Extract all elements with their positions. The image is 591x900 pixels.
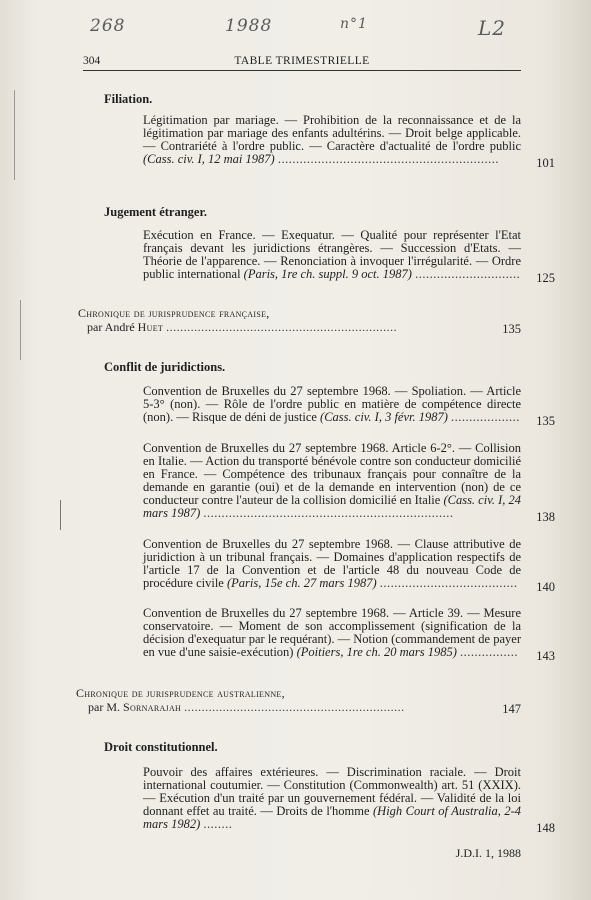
index-entry [143, 765, 555, 835]
entry-page: 143 [536, 649, 555, 663]
entry-page: 135 [502, 322, 521, 336]
binding-mark [14, 90, 15, 180]
chronicle-title: Chronique de jurisprudence australienne, [76, 686, 285, 700]
handwritten-note: L2 [478, 16, 507, 40]
chronicle-author: Huet [137, 319, 164, 334]
entry-page: 140 [536, 580, 555, 594]
index-entry [143, 606, 555, 663]
binding-mark [60, 500, 61, 530]
dot-leader: ............................................................... [184, 699, 405, 714]
dot-leader: ..................................................................... [203, 506, 454, 520]
dot-leader: ........ [203, 817, 233, 831]
entry-citation: (Cass. civ. I, 3 févr. 1987) [320, 410, 448, 424]
index-entry [143, 384, 555, 428]
dot-leader: ...................................... [379, 576, 518, 590]
index-entry [143, 537, 555, 594]
journal-footer: J.D.I. 1, 1988 [455, 846, 521, 860]
chronicle-author: Sornarajah [123, 699, 182, 714]
dot-leader: ............................................................. [277, 152, 499, 166]
page-number: 304 [83, 55, 101, 67]
running-head [83, 52, 521, 71]
entry-citation: (Cass. civ. I, 12 mai 1987) [143, 152, 275, 166]
section-title: Jugement étranger. [104, 205, 207, 219]
section-title: Droit constitutionnel. [104, 740, 218, 754]
entry-text: Légitimation par mariage. — Prohibition de la reconnaissance et de la légitimation par mariage des enfants adultérins. — Droit belge applicable. — Contrariété à l'ordre public. — Caractère d'actualité de l'ordre public [143, 113, 521, 153]
chronicle-author-prefix: par M. [88, 699, 120, 714]
chronicle-title: Chronique de jurisprudence française, [78, 306, 270, 320]
dot-leader: ............................. [415, 267, 521, 281]
entry-page: 101 [536, 156, 555, 170]
chronicle-entry [78, 307, 521, 334]
entry-citation: (Cass. civ. I, 24 mars 1987) [143, 493, 521, 520]
chronicle-entry [76, 687, 521, 714]
section-title: Filiation. [104, 92, 153, 106]
dot-leader: .................................................................. [166, 319, 398, 334]
entry-citation: (Paris, 1re ch. suppl. 9 oct. 1987) [243, 267, 412, 281]
dot-leader: ................... [451, 410, 520, 424]
entry-page: 148 [536, 821, 555, 835]
entry-text: Convention de Bruxelles du 27 septembre 1968. — Spoliation. — Article 5-3° (non). — Rôle de l'ordre public en matière de compétence directe (non). — Risque de déni de justice [143, 384, 521, 424]
entry-text: Convention de Bruxelles du 27 septembre 1968. — Article 39. — Mesure conservatoire. — Moment de son accomplissement (signification de la décision d'exequatur par le requérant). — Notion (commandement de payer en vue d'une saisie-exécution) [143, 606, 521, 659]
entry-text: Convention de Bruxelles du 27 septembre 1968. — Clause attributive de juridiction à un tribunal français. — Domaines d'application respectifs de l'article 17 de la Convention et de l'article 48 du nouveau Code de procédure civile [143, 537, 521, 590]
index-entry [143, 228, 555, 285]
handwritten-note: n°1 [340, 16, 368, 32]
handwritten-note: 1988 [225, 16, 273, 36]
entry-citation: (Paris, 15e ch. 27 mars 1987) [226, 576, 377, 590]
entry-page: 125 [536, 271, 555, 285]
dot-leader: ................ [460, 645, 519, 659]
binding-mark [20, 300, 21, 360]
entry-page: 138 [536, 510, 555, 524]
entry-citation: (Poitiers, 1re ch. 20 mars 1985) [296, 645, 457, 659]
entry-text: Pouvoir des affaires extérieures. — Discrimination raciale. — Droit international coutumier. — Constitution (Commonwealth) art. 51 (XXIX). — Exécution d'un traité par un gouvernement fédéral. — Validité de la loi donnant effet au traité. — Droits de l'homme [143, 765, 521, 818]
handwritten-note: 268 [90, 16, 126, 36]
index-entry [143, 441, 555, 524]
index-entry [143, 113, 555, 170]
entry-page: 135 [536, 414, 555, 428]
entry-page: 147 [502, 702, 521, 716]
section-title: Conflit de juridictions. [104, 360, 226, 374]
entry-text: Exécution en France. — Exequatur. — Qualité pour représenter l'Etat français devant les juridictions étrangères. — Succession d'Etats. — Théorie de l'apparence. — Renonciation à invoquer l'irrégularité. — Ordre public international [143, 228, 521, 281]
running-title: TABLE TRIMESTRIELLE [234, 55, 370, 67]
entry-text: Convention de Bruxelles du 27 septembre 1968. Article 6-2°. — Collision en Italie. — Action du transporté bénévole contre son conducteur domicilié en France. — Compétence des tribunaux français pour connaître de la demande en garantie (oui) et de la demande en intervention (non) de ce conducteur contre l'auteur de la collision domicilié en Italie [143, 441, 521, 507]
entry-citation: (High Court of Australia, 2-4 mars 1982) [143, 804, 522, 831]
chronicle-author-prefix: par André [87, 319, 135, 334]
